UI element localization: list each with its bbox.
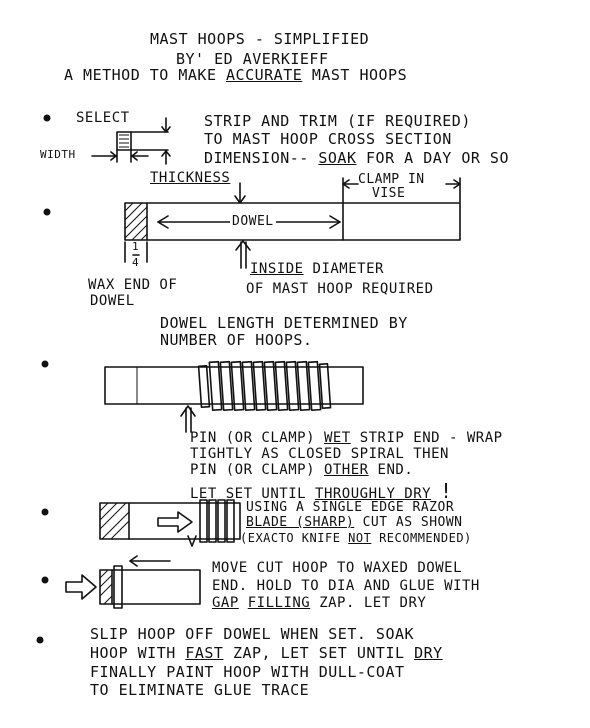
step5-gap: GAP [212,595,239,611]
wax-label-2: DOWEL [90,293,135,309]
inside-post: DIAMETER [312,261,384,277]
quarter-numerator: 1 [132,240,140,253]
bullet-1 [44,115,51,122]
clamp-label: CLAMP IN [358,172,425,187]
step4-line2 [246,515,463,530]
subtitle-post: MAST HOOPS [311,66,408,84]
step6-l2-mid: ZAP, LET SET UNTIL [232,644,405,662]
dowel-drawing [125,178,460,268]
step4-line1: USING A SINGLE EDGE RAZOR [246,500,455,515]
inside-emphasis: INSIDE [250,261,304,277]
bullet-6 [37,637,44,644]
step6-line3: FINALLY PAINT HOOP WITH DULL-COAT [90,663,405,681]
step1-soak: SOAK [318,149,357,167]
step5-line3 [212,595,426,611]
step6-line1: SLIP HOOP OFF DOWEL WHEN SET. SOAK [90,625,415,643]
step4-not: NOT [348,531,372,545]
step3-dry: THROUGHLY DRY [315,486,432,502]
bullet-2 [44,209,51,216]
step3-wet: WET [323,430,351,446]
step3-line2: TIGHTLY AS CLOSED SPIRAL THEN [190,446,449,462]
step3-l4-pre: LET SET UNTIL [190,486,307,502]
dowel-length-1: DOWEL LENGTH DETERMINED BY [160,314,408,332]
bullet-3 [42,361,49,368]
step4-l3-pre: (EXACTO KNIFE [240,531,341,545]
step4-l3-post: RECOMMENDED) [379,531,472,545]
subtitle [64,66,407,84]
step3-other: OTHER [323,462,369,478]
quarter-denominator: 4 [132,256,140,269]
bullet-4 [42,509,49,516]
step6-line2 [90,644,443,662]
subtitle-pre: A METHOD TO MAKE [64,66,217,84]
step4-blade: BLADE (SHARP) [246,515,355,530]
page-title: MAST HOOPS - SIMPLIFIED [150,30,370,48]
step5-filling: FILLING [247,595,311,611]
step6-dry: DRY [414,644,443,662]
step1-line2: TO MAST HOOP CROSS SECTION [204,130,452,148]
inside-diameter-2: OF MAST HOOP REQUIRED [246,281,434,297]
step4-line3 [240,531,472,545]
wax-label-1: WAX END OF [88,277,178,293]
step5-line2: END. HOLD TO DIA AND GLUE WITH [212,578,480,594]
step6-fast: FAST [185,644,224,662]
step3-exclaim: ! [440,479,453,503]
step5-line1: MOVE CUT HOOP TO WAXED DOWEL [212,560,463,576]
step3-l1-post: STRIP END - WRAP [359,430,503,446]
cut-drawing [100,500,240,546]
vise-label: VISE [372,186,406,201]
spiral-wrap-drawing [105,362,363,432]
step3-l1-pre: PIN (OR CLAMP) [190,430,316,446]
width-label: WIDTH [40,148,76,161]
step3-l3-pre: PIN (OR CLAMP) [190,462,316,478]
move-hoop-drawing [66,556,200,608]
dowel-length-2: NUMBER OF HOOPS. [160,331,313,349]
step3-l3-post: END. [377,462,414,478]
byline: BY' ED AVERKIEFF [176,50,329,68]
step1-line3-pre: DIMENSION-- [204,149,309,167]
step1-line3 [204,149,509,167]
step4-l2-post: CUT AS SHOWN [362,515,463,530]
step1-line1: STRIP AND TRIM (IF REQUIRED) [204,112,471,130]
step5-l3-post: ZAP. LET DRY [319,595,427,611]
step3-line3 [190,462,413,478]
step6-line4: TO ELIMINATE GLUE TRACE [90,681,310,699]
bullet-5 [42,577,49,584]
step1-line3-post: FOR A DAY OR SO [366,149,509,167]
inside-diameter-1 [250,261,384,277]
dowel-label: DOWEL [232,214,274,229]
step6-l2-pre: HOOP WITH [90,644,176,662]
subtitle-emphasis: ACCURATE [226,66,303,84]
select-label: SELECT [76,110,130,126]
thickness-label: THICKNESS [150,170,231,186]
step3-line1 [190,430,503,446]
